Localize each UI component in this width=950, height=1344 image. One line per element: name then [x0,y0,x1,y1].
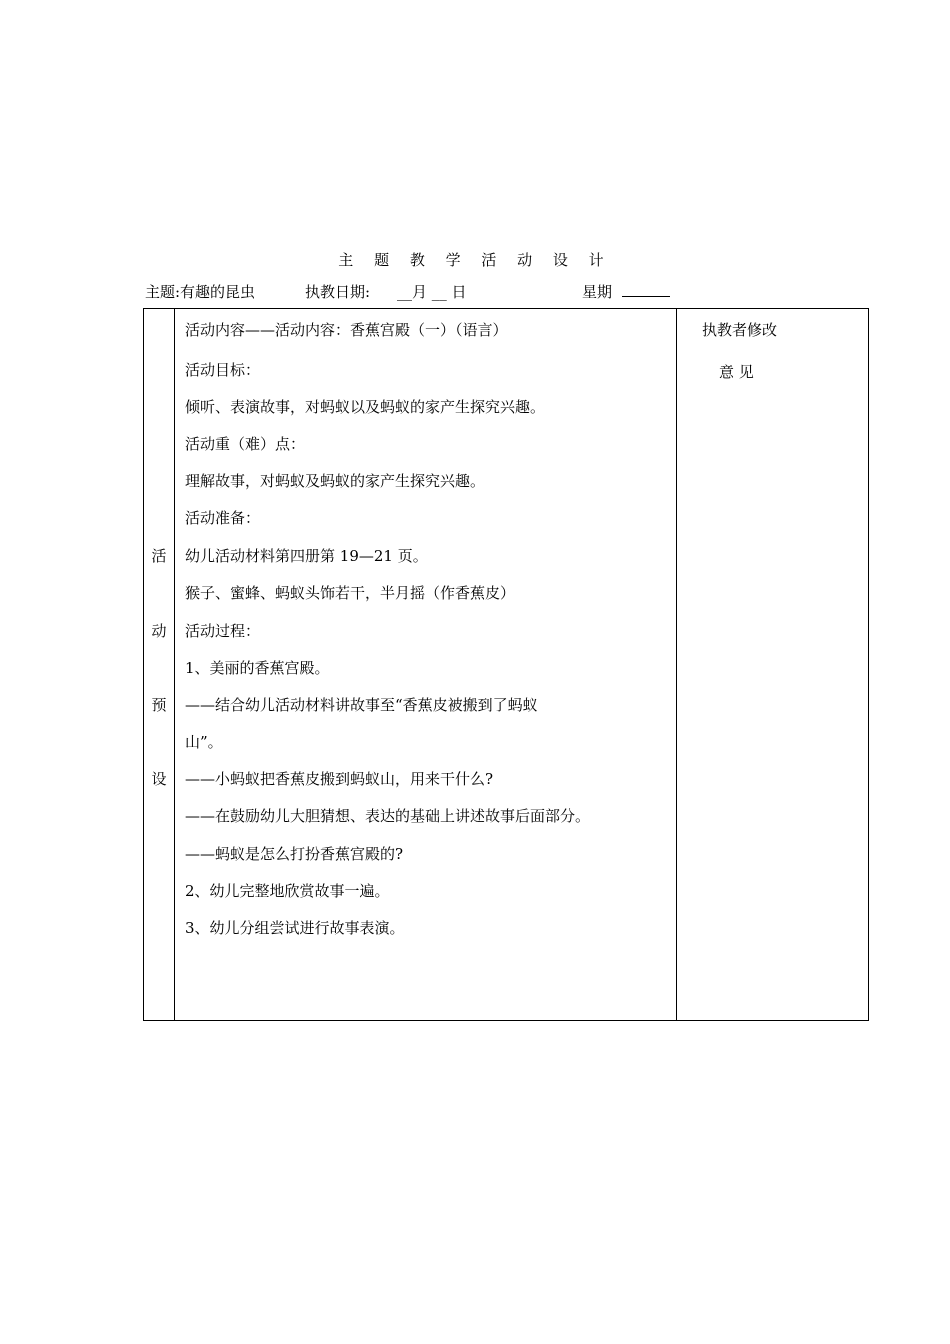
goals-text: 倾听、表演故事，对蚂蚁以及蚂蚁的家产生探究兴趣。 [185,398,546,416]
goals-heading: 活动目标： [185,361,261,379]
process-detail: ——结合幼儿活动材料讲故事至“香蕉皮被搬到了蚂蚁 [185,696,538,714]
preparation-item: 幼儿活动材料第四册第 19—21 页。 [185,547,428,565]
revision-header-line2: 意 见 [719,363,754,381]
process-detail: ——小蚂蚁把香蕉皮搬到蚂蚁山，用来干什么? [185,770,494,788]
revision-notes-column [677,309,868,1020]
process-detail: ——在鼓励幼儿大胆猜想、表达的基础上讲述故事后面部分。 [185,807,591,825]
section-label-column [144,309,175,1020]
date-label: 执教日期: [305,283,371,301]
preparation-heading: 活动准备： [185,509,261,527]
process-heading: 活动过程： [185,622,261,640]
section-label-char: 动 [151,622,167,640]
theme-label: 主题:有趣的昆虫 [145,283,256,301]
document-title: 主 题 教 学 活 动 设 计 [338,251,612,269]
section-label-char: 预 [151,696,167,714]
revision-header-line1: 执教者修改 [702,321,778,339]
weekday-label: 星期 [582,283,613,301]
process-step: 2、幼儿完整地欣赏故事一遍。 [185,882,390,900]
process-step: 3、幼儿分组尝试进行故事表演。 [185,919,405,937]
activity-content-column [175,309,677,1020]
date-value: __月 __ 日 [397,283,467,301]
lesson-meta [145,281,705,303]
activity-content-heading: 活动内容——活动内容：香蕉宫殿（一）（语言） [185,321,508,339]
process-detail: ——蚂蚁是怎么打扮香蕉宫殿的? [185,845,404,863]
weekday-blank [622,281,670,297]
preparation-item: 猴子、蜜蜂、蚂蚁头饰若干，半月摇（作香蕉皮） [185,584,516,602]
key-points-heading: 活动重（难）点： [185,435,306,453]
section-label-char: 设 [151,770,167,788]
key-points-text: 理解故事，对蚂蚁及蚂蚁的家产生探究兴趣。 [185,472,486,490]
process-step: 1、美丽的香蕉宫殿。 [185,659,330,677]
process-detail: 山”。 [185,733,223,751]
activity-plan-table [143,308,869,1021]
section-label-char: 活 [151,547,167,565]
